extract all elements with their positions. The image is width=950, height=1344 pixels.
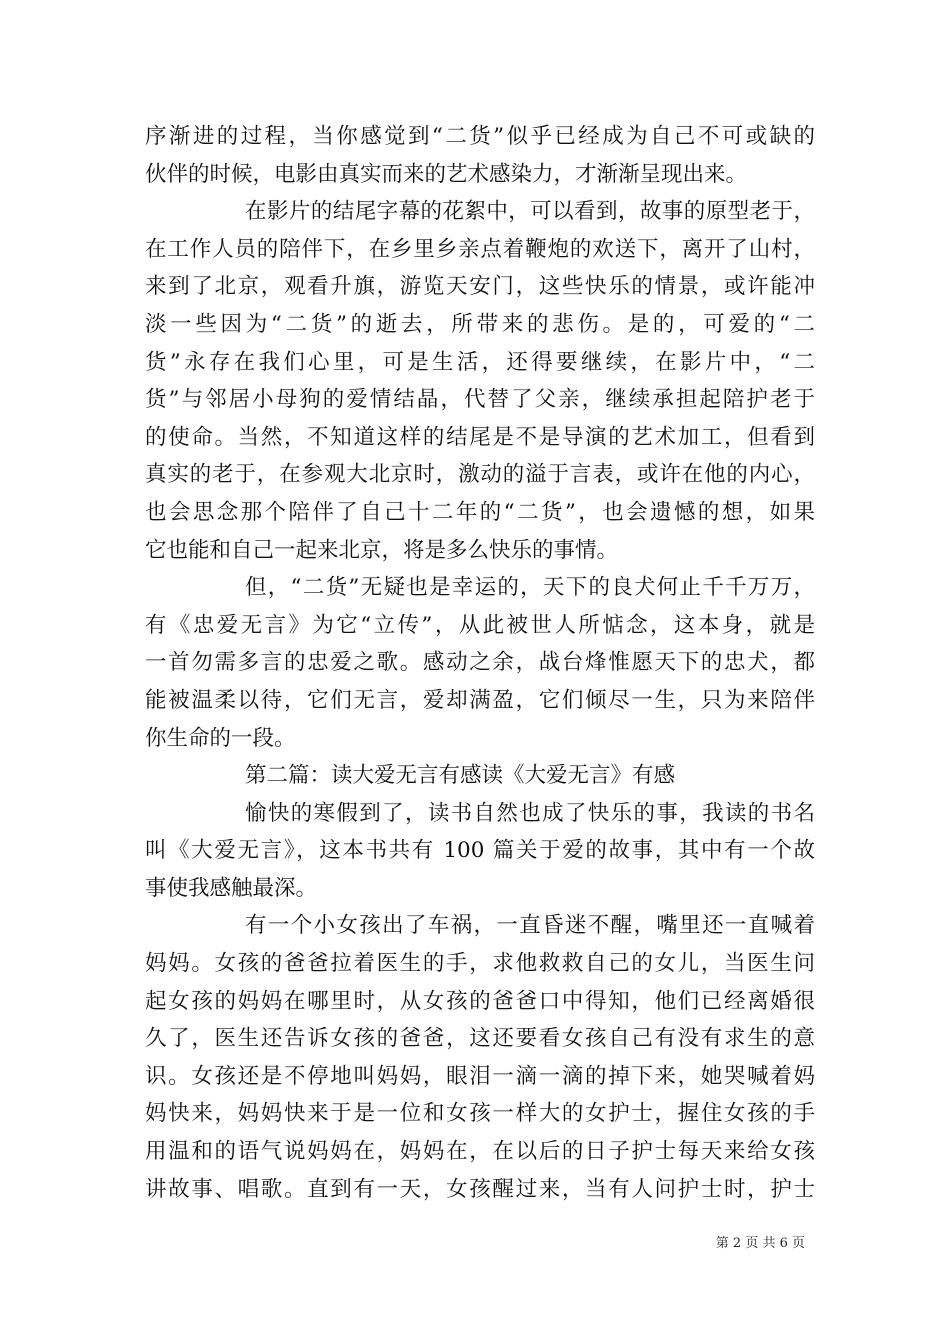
text-line: 来到了北京，观看升旗，游览天安门，这些快乐的情景，或许能冲 <box>145 274 815 300</box>
text-line: 有《忠爱无言》为它“立传”，从此被世人所惦念，这本身，就是 <box>145 612 815 638</box>
text-line: 妈快来，妈妈快来于是一位和女孩一样大的女护士，握住女孩的手 <box>145 1101 815 1127</box>
paragraph-first-line: 有一个小女孩出了车祸，一直昏迷不醒，嘴里还一直喊着 <box>245 913 815 939</box>
text-line: 叫《大爱无言》，这本书共有 100 篇关于爱的故事，其中有一个故 <box>145 838 815 864</box>
text-line: 的使命。当然，不知道这样的结尾是不是导演的艺术加工，但看到 <box>145 424 815 450</box>
paragraph-first-line: 愉快的寒假到了，读书自然也成了快乐的事，我读的书名 <box>245 800 815 826</box>
text-line: 它也能和自己一起来北京，将是多么快乐的事情。 <box>145 537 619 563</box>
text-line: 能被温柔以待，它们无言，爱却满盈，它们倾尽一生，只为来陪伴 <box>145 687 815 713</box>
section-heading: 第二篇：读大爱无言有感读《大爱无言》有感 <box>245 763 676 789</box>
paragraph-first-line: 在影片的结尾字幕的花絮中，可以看到，故事的原型老于， <box>245 199 815 225</box>
text-line: 真实的老于，在参观大北京时，激动的溢于言表，或许在他的内心， <box>145 462 815 488</box>
paragraph-first-line: 但，“二货”无疑也是幸运的，天下的良犬何止千千万万， <box>245 575 815 601</box>
text-line: 久了，医生还告诉女孩的爸爸，这还要看女孩自己有没有求生的意 <box>145 1026 815 1052</box>
text-line: 货”永存在我们心里，可是生活，还得要继续，在影片中，“二 <box>145 349 815 375</box>
text-line: 也会思念那个陪伴了自己十二年的“二货”，也会遗憾的想，如果 <box>145 499 815 525</box>
text-line: 淡一些因为“二货”的逝去，所带来的悲伤。是的，可爱的“二 <box>145 311 815 337</box>
text-line: 用温和的语气说妈妈在，妈妈在，在以后的日子护士每天来给女孩 <box>145 1139 815 1165</box>
text-line: 讲故事、唱歌。直到有一天，女孩醒过来，当有人问护士时，护士 <box>145 1176 815 1202</box>
text-line: 序渐进的过程，当你感觉到“二货”似乎已经成为自己不可或缺的 <box>145 124 815 149</box>
text-line: 在工作人员的陪伴下，在乡里乡亲点着鞭炮的欢送下，离开了山村， <box>145 236 815 262</box>
text-line: 货”与邻居小母狗的爱情结晶，代替了父亲，继续承担起陪护老于 <box>145 387 815 413</box>
text-line: 妈妈。女孩的爸爸拉着医生的手，求他救救自己的女儿，当医生问 <box>145 951 815 977</box>
text-line: 伙伴的时候，电影由真实而来的艺术感染力，才渐渐呈现出来。 <box>145 161 748 187</box>
text-line: 一首勿需多言的忠爱之歌。感动之余，战台烽惟愿天下的忠犬，都 <box>145 650 815 676</box>
text-line: 起女孩的妈妈在哪里时，从女孩的爸爸口中得知，他们已经离婚很 <box>145 988 815 1014</box>
page-number-footer: 第 2 页 共 6 页 <box>715 1236 805 1251</box>
text-line: 事使我感触最深。 <box>145 875 318 901</box>
text-line: 识。女孩还是不停地叫妈妈，眼泪一滴一滴的掉下来，她哭喊着妈 <box>145 1063 815 1089</box>
text-line: 你生命的一段。 <box>145 725 296 751</box>
document-body <box>145 118 815 1208</box>
